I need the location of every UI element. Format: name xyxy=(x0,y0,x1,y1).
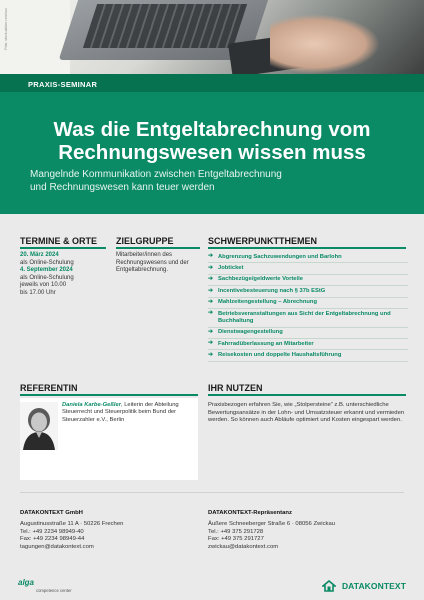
footer-divider xyxy=(20,492,404,493)
referentin-bio: , Leiterin der Abteilung Steuerrecht und Steuerpolitik beim Bund der Steuerzahler e.V., Berlin xyxy=(62,402,179,423)
photo-keyboard xyxy=(83,4,247,48)
footer-left-email[interactable]: tagungen@datakontext.com xyxy=(20,544,94,551)
footer-right-street: Äußere Schneeberger Straße 6 · 08056 Zwickau xyxy=(208,520,336,527)
portrait-photo xyxy=(20,402,58,450)
footer-left-street: Augustinusstraße 11 A · 50226 Frechen xyxy=(20,520,124,527)
arrow-right-icon: ➔ xyxy=(208,298,214,305)
page-title xyxy=(0,118,424,164)
photo-credit: Foto: stock.adobe.com/xxx xyxy=(4,8,8,50)
photo-paper xyxy=(0,0,70,74)
termine-date-1: 20. März 2024 xyxy=(20,252,59,258)
referentin-text xyxy=(62,402,192,424)
subtitle-line-1: Mangelnde Kommunikation zwischen Entgeltabrechnung xyxy=(30,169,282,180)
list-item: ➔ Fahrradüberlassung an Mitarbeiter xyxy=(208,339,408,350)
list-item: ➔ Sachbezüge/geldwerte Vorteile xyxy=(208,275,408,286)
zielgruppe-heading: ZIELGRUPPE xyxy=(116,236,174,246)
nutzen-text: Praxisbezogen erfahren Sie, wie „Stolpersteine“ z.B. unterschiedliche Bewertungsansätze in der Lohn- und Umsatzsteuer erkannt und vermieden werden. So können auch Abläufe optimiert und Kosten eingespart werden. xyxy=(208,402,405,423)
footer-right-company: DATAKONTEXT-Repräsentanz xyxy=(208,510,292,516)
list-item: ➔ Dienstwagengestellung xyxy=(208,328,408,339)
arrow-right-icon: ➔ xyxy=(208,276,214,283)
footer-right-fax: Fax: +49 375 291727 xyxy=(208,536,264,543)
list-item: ➔ Incentivebesteuerung nach § 37b EStG xyxy=(208,286,408,297)
footer-right-tel: Tel.: +49 375 291728 xyxy=(208,528,264,535)
footer-right-email[interactable]: zwickau@datakontext.com xyxy=(208,544,279,551)
arrow-right-icon: ➔ xyxy=(208,287,214,294)
list-item: ➔ Mahlzeitengestellung – Abrechnung xyxy=(208,298,408,309)
referentin-name: Daniela Karbe-Geßler xyxy=(62,402,121,408)
alga-logo: alga xyxy=(18,578,35,587)
arrow-right-icon: ➔ xyxy=(208,310,214,317)
list-item: ➔ Betriebsveranstaltungen aus Sicht der Entgeltabrechnung und Buchhaltung xyxy=(208,309,408,328)
arrow-right-icon: ➔ xyxy=(208,264,214,271)
referentin-heading: REFERENTIN xyxy=(20,383,78,393)
termine-heading: TERMINE & ORTE xyxy=(20,236,98,246)
datakontext-logo-icon xyxy=(322,580,336,592)
alga-tagline: competence center xyxy=(36,588,72,593)
subtitle-line-2: und Rechnungswesen kann teuer werden xyxy=(30,182,215,193)
arrow-right-icon: ➔ xyxy=(208,328,214,335)
footer-left-fax: Fax: +49 2234 98949-44 xyxy=(20,536,85,543)
termine-place-1: als Online-Schulung xyxy=(20,259,74,266)
title-line-1: Was die Entgeltabrechnung vom xyxy=(53,118,371,141)
list-item: ➔ Abgrenzung Sachzuwendungen und Barlohn xyxy=(208,252,408,263)
arrow-right-icon: ➔ xyxy=(208,253,214,260)
termine-rule xyxy=(20,247,106,249)
termine-time-2: bis 17.00 Uhr xyxy=(20,289,56,296)
schwerpunkte-heading: SCHWERPUNKTTHEMEN xyxy=(208,236,317,246)
hero-banner xyxy=(0,74,424,214)
referentin-rule xyxy=(20,394,198,396)
arrow-right-icon: ➔ xyxy=(208,351,214,358)
header-photo xyxy=(0,0,424,74)
zielgruppe-text: Mitarbeiter/innen des Rechnungswesens und der Entgeltabrechnung. xyxy=(116,252,189,274)
list-item: ➔ Jobticket xyxy=(208,263,408,274)
schwerpunkte-rule xyxy=(208,247,406,249)
zielgruppe-rule xyxy=(116,247,200,249)
termine-date-2: 4. September 2024 xyxy=(20,267,73,274)
arrow-right-icon: ➔ xyxy=(208,340,214,347)
title-line-2: Rechnungswesen wissen muss xyxy=(58,141,366,164)
nutzen-rule xyxy=(208,394,406,396)
datakontext-logo: DATAKONTEXT xyxy=(341,581,406,591)
footer-left-tel: Tel.: +49 2234 98949-40 xyxy=(20,528,84,535)
seminar-kicker: PRAXIS-SEMINAR xyxy=(28,80,98,89)
nutzen-heading: IHR NUTZEN xyxy=(208,383,263,393)
footer-left-company: DATAKONTEXT GmbH xyxy=(20,510,83,516)
footer-address-right xyxy=(208,510,335,552)
termine-time-1: jeweils von 10.00 xyxy=(20,282,67,289)
footer-address-left xyxy=(20,510,123,552)
list-item: ➔ Reisekosten und doppelte Haushaltsführung xyxy=(208,350,408,361)
termine-block xyxy=(20,252,106,298)
page-subtitle xyxy=(30,168,282,194)
termine-place-2: als Online-Schulung xyxy=(20,274,74,281)
photo-hand xyxy=(270,14,380,74)
schwerpunkte-list xyxy=(208,252,408,362)
